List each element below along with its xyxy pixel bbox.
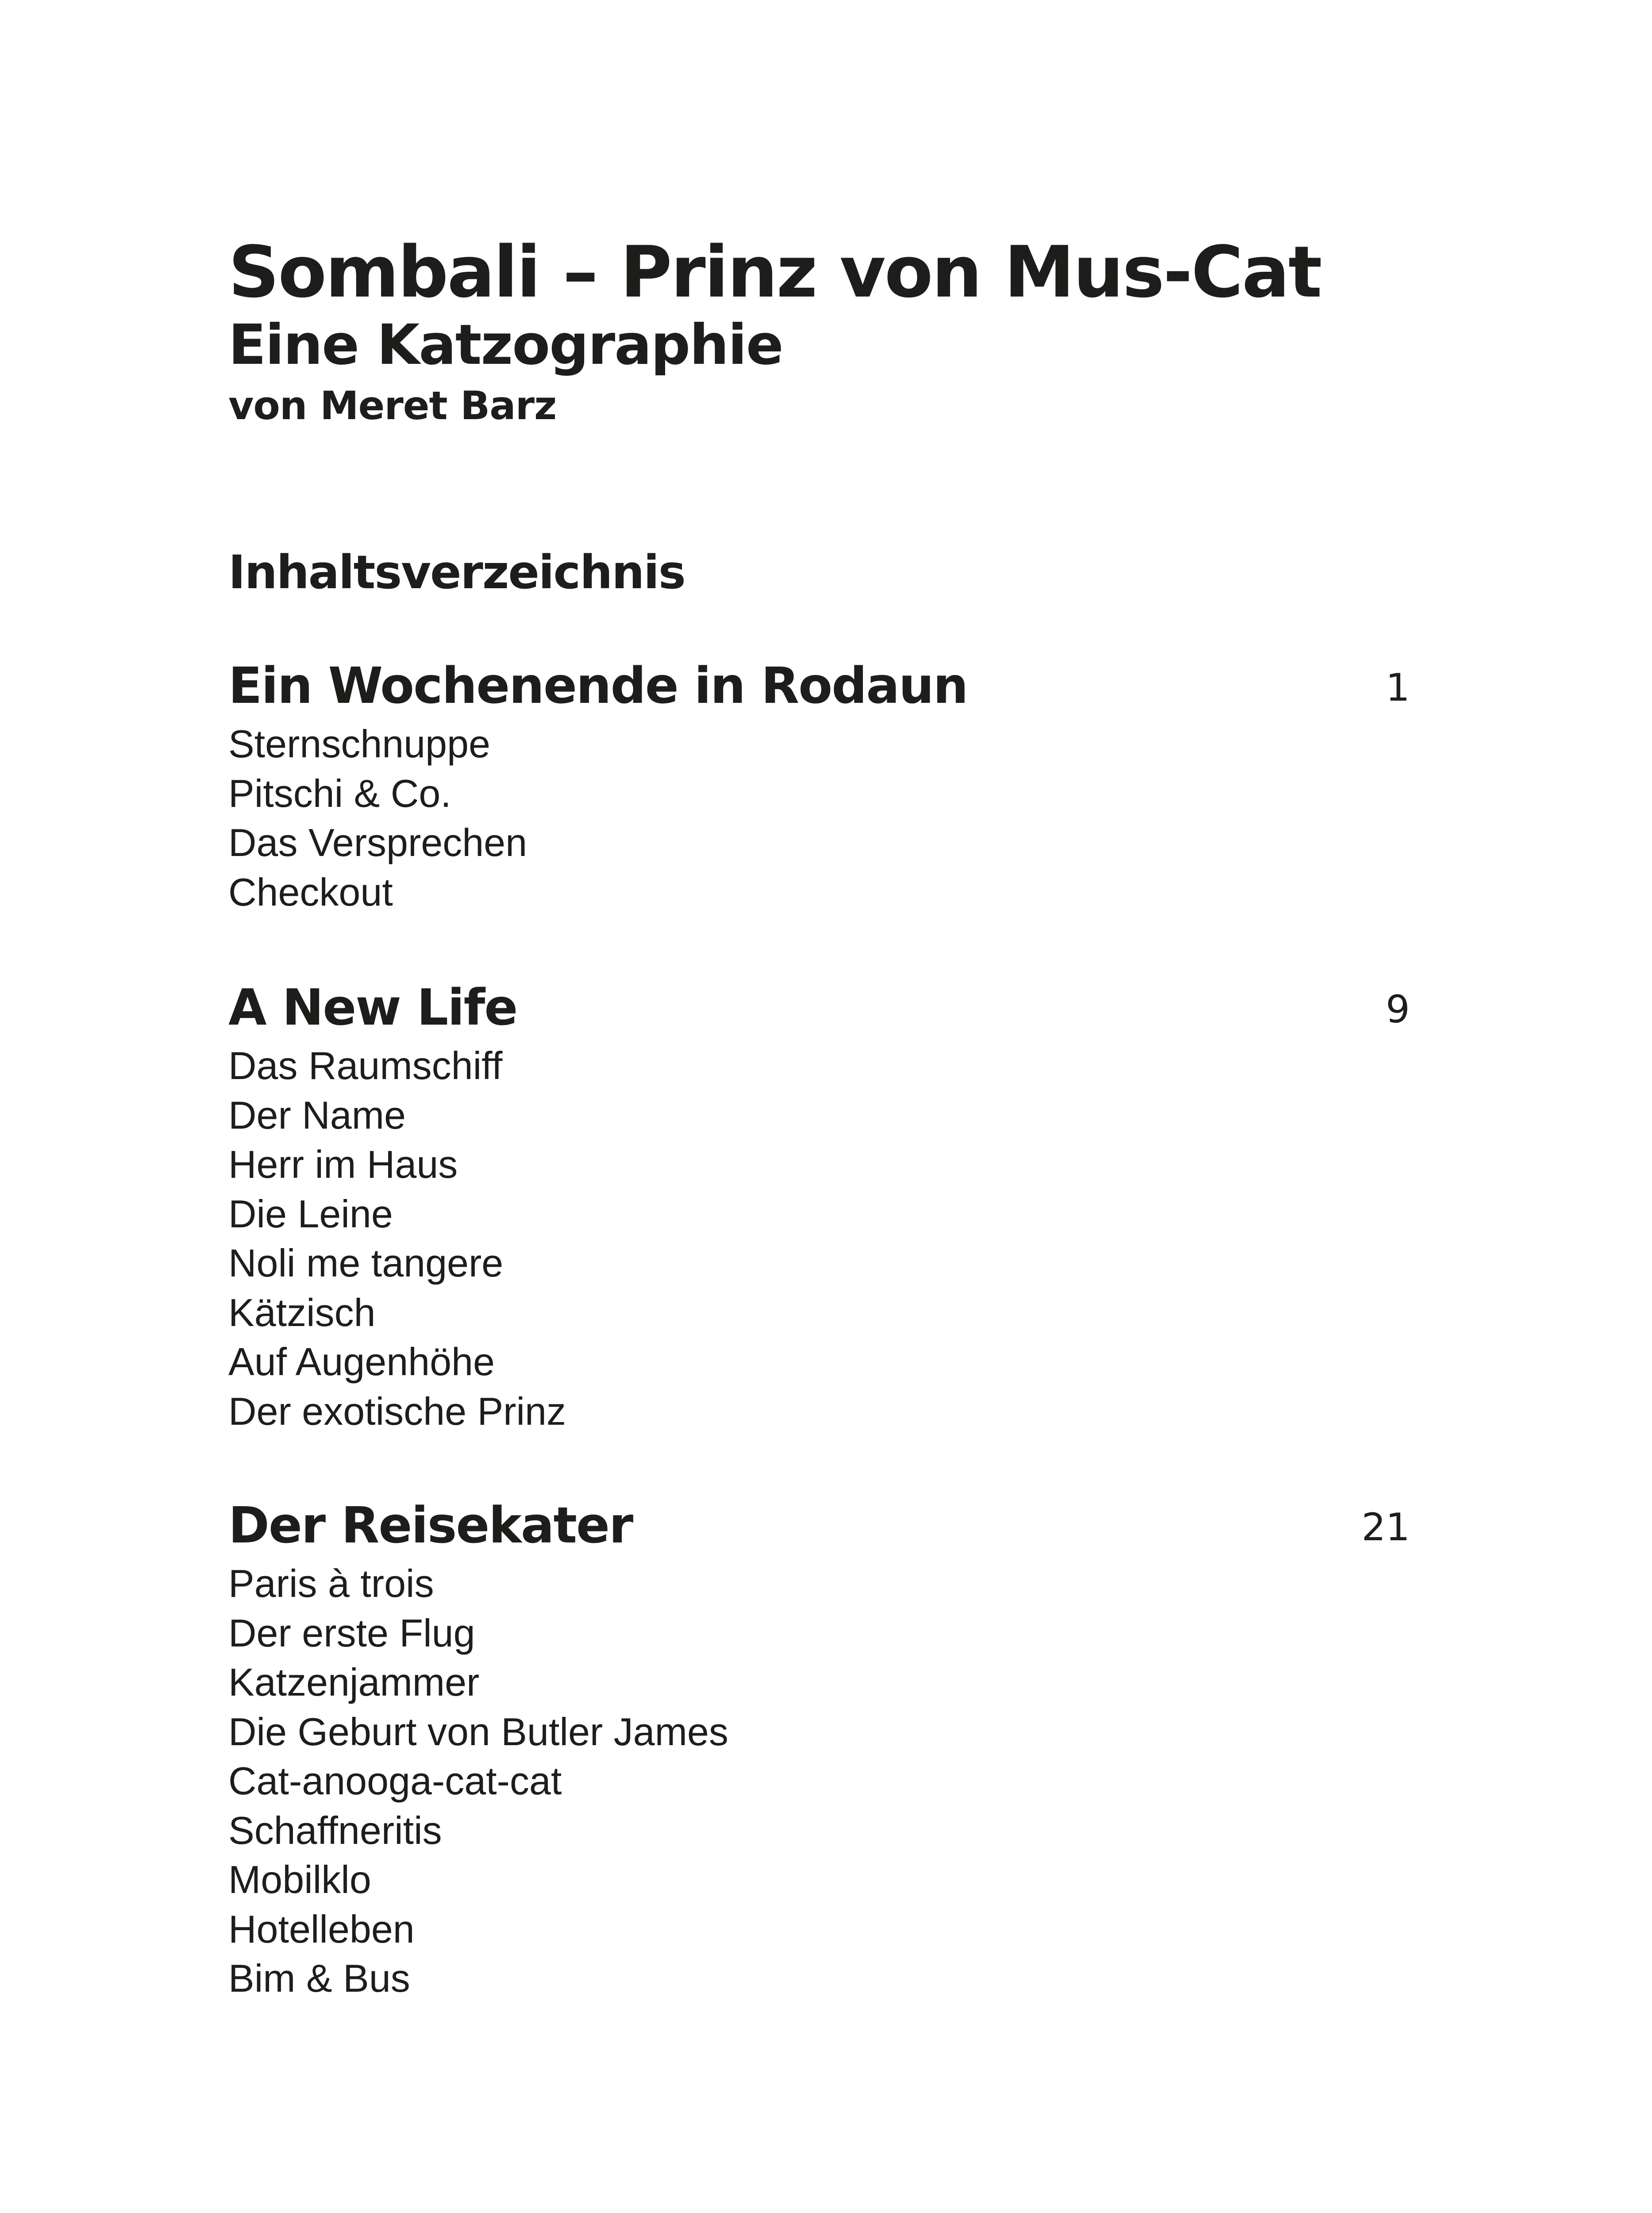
book-title: Sombali – Prinz von Mus-Cat [228, 231, 1321, 313]
toc-chapter-list [228, 1041, 1423, 1436]
toc-section-header [228, 653, 1423, 719]
toc-section [228, 653, 1423, 917]
toc-chapter: Der exotische Prinz [228, 1389, 566, 1433]
toc-chapter: Hotelleben [228, 1907, 415, 1951]
toc-heading: Inhaltsverzeichnis [228, 545, 685, 599]
toc-section-page-number: 9 [1386, 987, 1410, 1032]
toc-chapter: Kätzisch [228, 1290, 376, 1334]
toc-section-header [228, 975, 1423, 1041]
toc-chapter: Herr im Haus [228, 1142, 458, 1186]
toc-section-title: Ein Wochenende in Rodaun [228, 657, 968, 715]
toc-section-header [228, 1492, 1423, 1559]
toc-chapter: Auf Augenhöhe [228, 1340, 495, 1384]
toc-chapter: Der erste Flug [228, 1611, 475, 1655]
toc-chapter: Sternschnuppe [228, 722, 490, 766]
toc-chapter: Pitschi & Co. [228, 771, 451, 815]
toc-section-page-number: 1 [1386, 666, 1410, 710]
toc-chapter-list [228, 1559, 1423, 2003]
toc-chapter: Das Versprechen [228, 821, 528, 864]
toc-chapter: Bim & Bus [228, 1956, 410, 2000]
book-author: von Meret Barz [228, 383, 557, 428]
toc-chapter: Die Leine [228, 1191, 393, 1236]
toc-section [228, 1492, 1423, 2003]
toc-chapter: Der Name [228, 1093, 406, 1137]
book-subtitle: Eine Katzographie [228, 313, 783, 377]
toc-chapter: Das Raumschiff [228, 1044, 503, 1087]
toc-chapter: Schaffneritis [228, 1808, 442, 1852]
toc-section-page-number: 21 [1361, 1505, 1410, 1550]
toc-chapter: Checkout [228, 870, 393, 914]
toc-chapter: Mobilklo [228, 1858, 371, 1901]
toc-section [228, 975, 1423, 1436]
toc-chapter: Katzenjammer [228, 1660, 480, 1704]
toc-chapter: Noli me tangere [228, 1241, 504, 1285]
toc-chapter-list [228, 719, 1423, 917]
toc-chapter: Cat-anooga-cat-cat [228, 1759, 562, 1803]
toc-section-title: A New Life [228, 979, 517, 1037]
toc-chapter: Die Geburt von Butler James [228, 1709, 728, 1754]
toc-section-title: Der Reisekater [228, 1497, 633, 1554]
toc-chapter: Paris à trois [228, 1561, 434, 1605]
